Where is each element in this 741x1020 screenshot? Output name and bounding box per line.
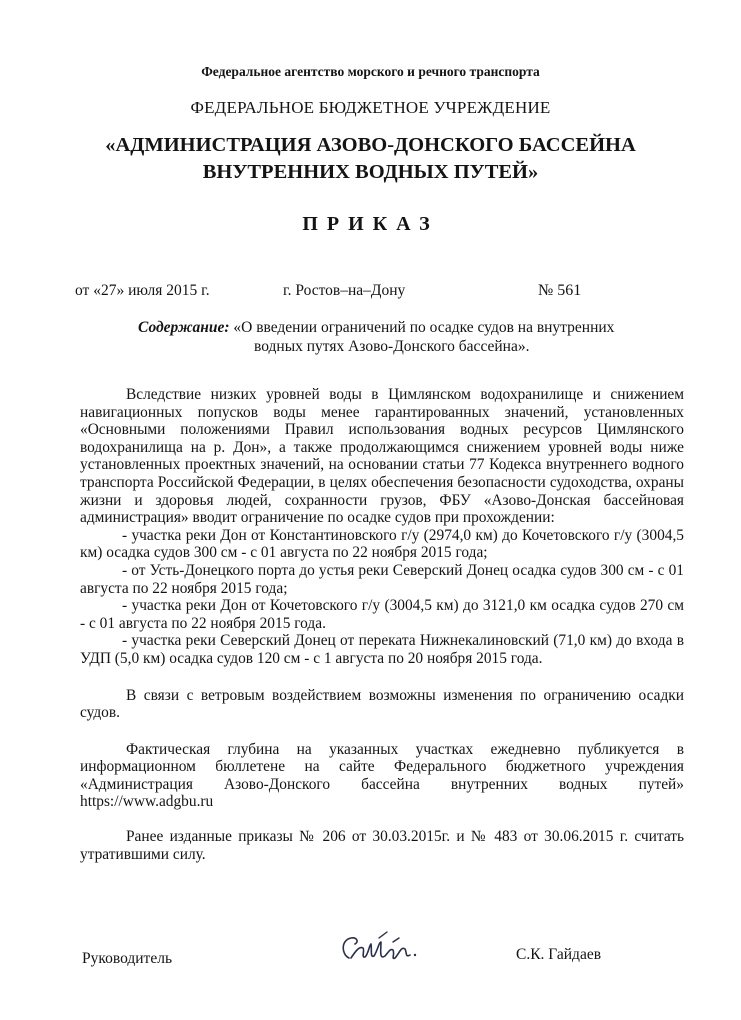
order-subject bbox=[138, 318, 698, 356]
restriction-item: - от Усть-Донецкого порта до устья реки Северский Донец осадка судов 300 см - с 01 августа по 22 ноября 2015 года; bbox=[80, 561, 684, 597]
order-number: № 561 bbox=[538, 282, 582, 299]
agency-name: Федеральное агентство морского и речного транспорта bbox=[201, 64, 540, 79]
organization-name-line-1: «АДМИНИСТРАЦИЯ АЗОВО-ДОНСКОГО БАССЕЙНА bbox=[105, 134, 636, 156]
institution-type: ФЕДЕРАЛЬНОЕ БЮДЖЕТНОЕ УЧРЕЖДЕНИЕ bbox=[190, 98, 551, 117]
depth-note-paragraph: Фактическая глубина на указанных участках ежедневно публикуется в информационном бюллетене на сайте Федерального бюджетного учреждения «Администрация Азово-Донского бассейна внутренних водных путей» https://www.adgbu.ru bbox=[80, 740, 684, 811]
intro-paragraph: Вследствие низких уровней воды в Цимлянском водохранилище и снижением навигационных попусков воды менее гарантированных значений, установленных «Основными положениями Правил использования водных ресурсов Цимлянского водохранилища на р. Дон», а также продолжающимся снижением уровней воды ниже установленных проектных значений, на основании статьи 77 Кодекса внутреннего водного транспорта Российской Федерации, в целях обеспечения безопасности судоходства, охраны жизни и здоровья людей, сохранности грузов, ФБУ «Азово-Донская бассейновая администрация» вводит ограничение по осадке судов при прохождении: bbox=[80, 386, 684, 527]
signature-icon bbox=[335, 928, 425, 973]
subject-label: Содержание: bbox=[138, 319, 230, 336]
restriction-item: - участка реки Дон от Константиновского г/у (2974,0 км) до Кочетовского г/у (3004,5 км) осадка судов 300 см - с 01 августа по 22 ноября 2015 года; bbox=[80, 526, 684, 562]
restriction-item: - участка реки Северский Донец от переката Нижнекалиновский (71,0 км) до входа в УДП (5,0 км) осадка судов 120 см - с 1 августа по 20 ноября 2015 года. bbox=[80, 632, 684, 667]
order-title: ПРИКАЗ bbox=[302, 213, 439, 235]
signer-name: С.К. Гайдаев bbox=[516, 946, 602, 963]
signer-role: Руководитель bbox=[82, 950, 173, 967]
subject-text-line-2: водных путях Азово-Донского бассейна». bbox=[254, 338, 530, 355]
revocation-paragraph: Ранее изданные приказы № 206 от 30.03.2015г. и № 483 от 30.06.2015 г. считать утратившими силу. bbox=[80, 828, 684, 863]
organization-name bbox=[0, 132, 741, 186]
order-body bbox=[80, 386, 684, 863]
organization-name-line-2: ВНУТРЕННИХ ВОДНЫХ ПУТЕЙ» bbox=[202, 161, 539, 183]
wind-note-paragraph: В связи с ветровым воздействием возможны изменения по ограничению осадки судов. bbox=[80, 686, 684, 722]
subject-text-line-1: «О введении ограничений по осадке судов на внутренних bbox=[233, 319, 615, 336]
order-city: г. Ростов–на–Дону bbox=[283, 282, 406, 299]
restriction-item: - участка реки Дон от Кочетовского г/у (3004,5 км) до 3121,0 км осадка судов 270 см - с 01 августа по 22 ноября 2015 года. bbox=[80, 597, 684, 632]
order-date: от «27» июля 2015 г. bbox=[75, 282, 210, 299]
